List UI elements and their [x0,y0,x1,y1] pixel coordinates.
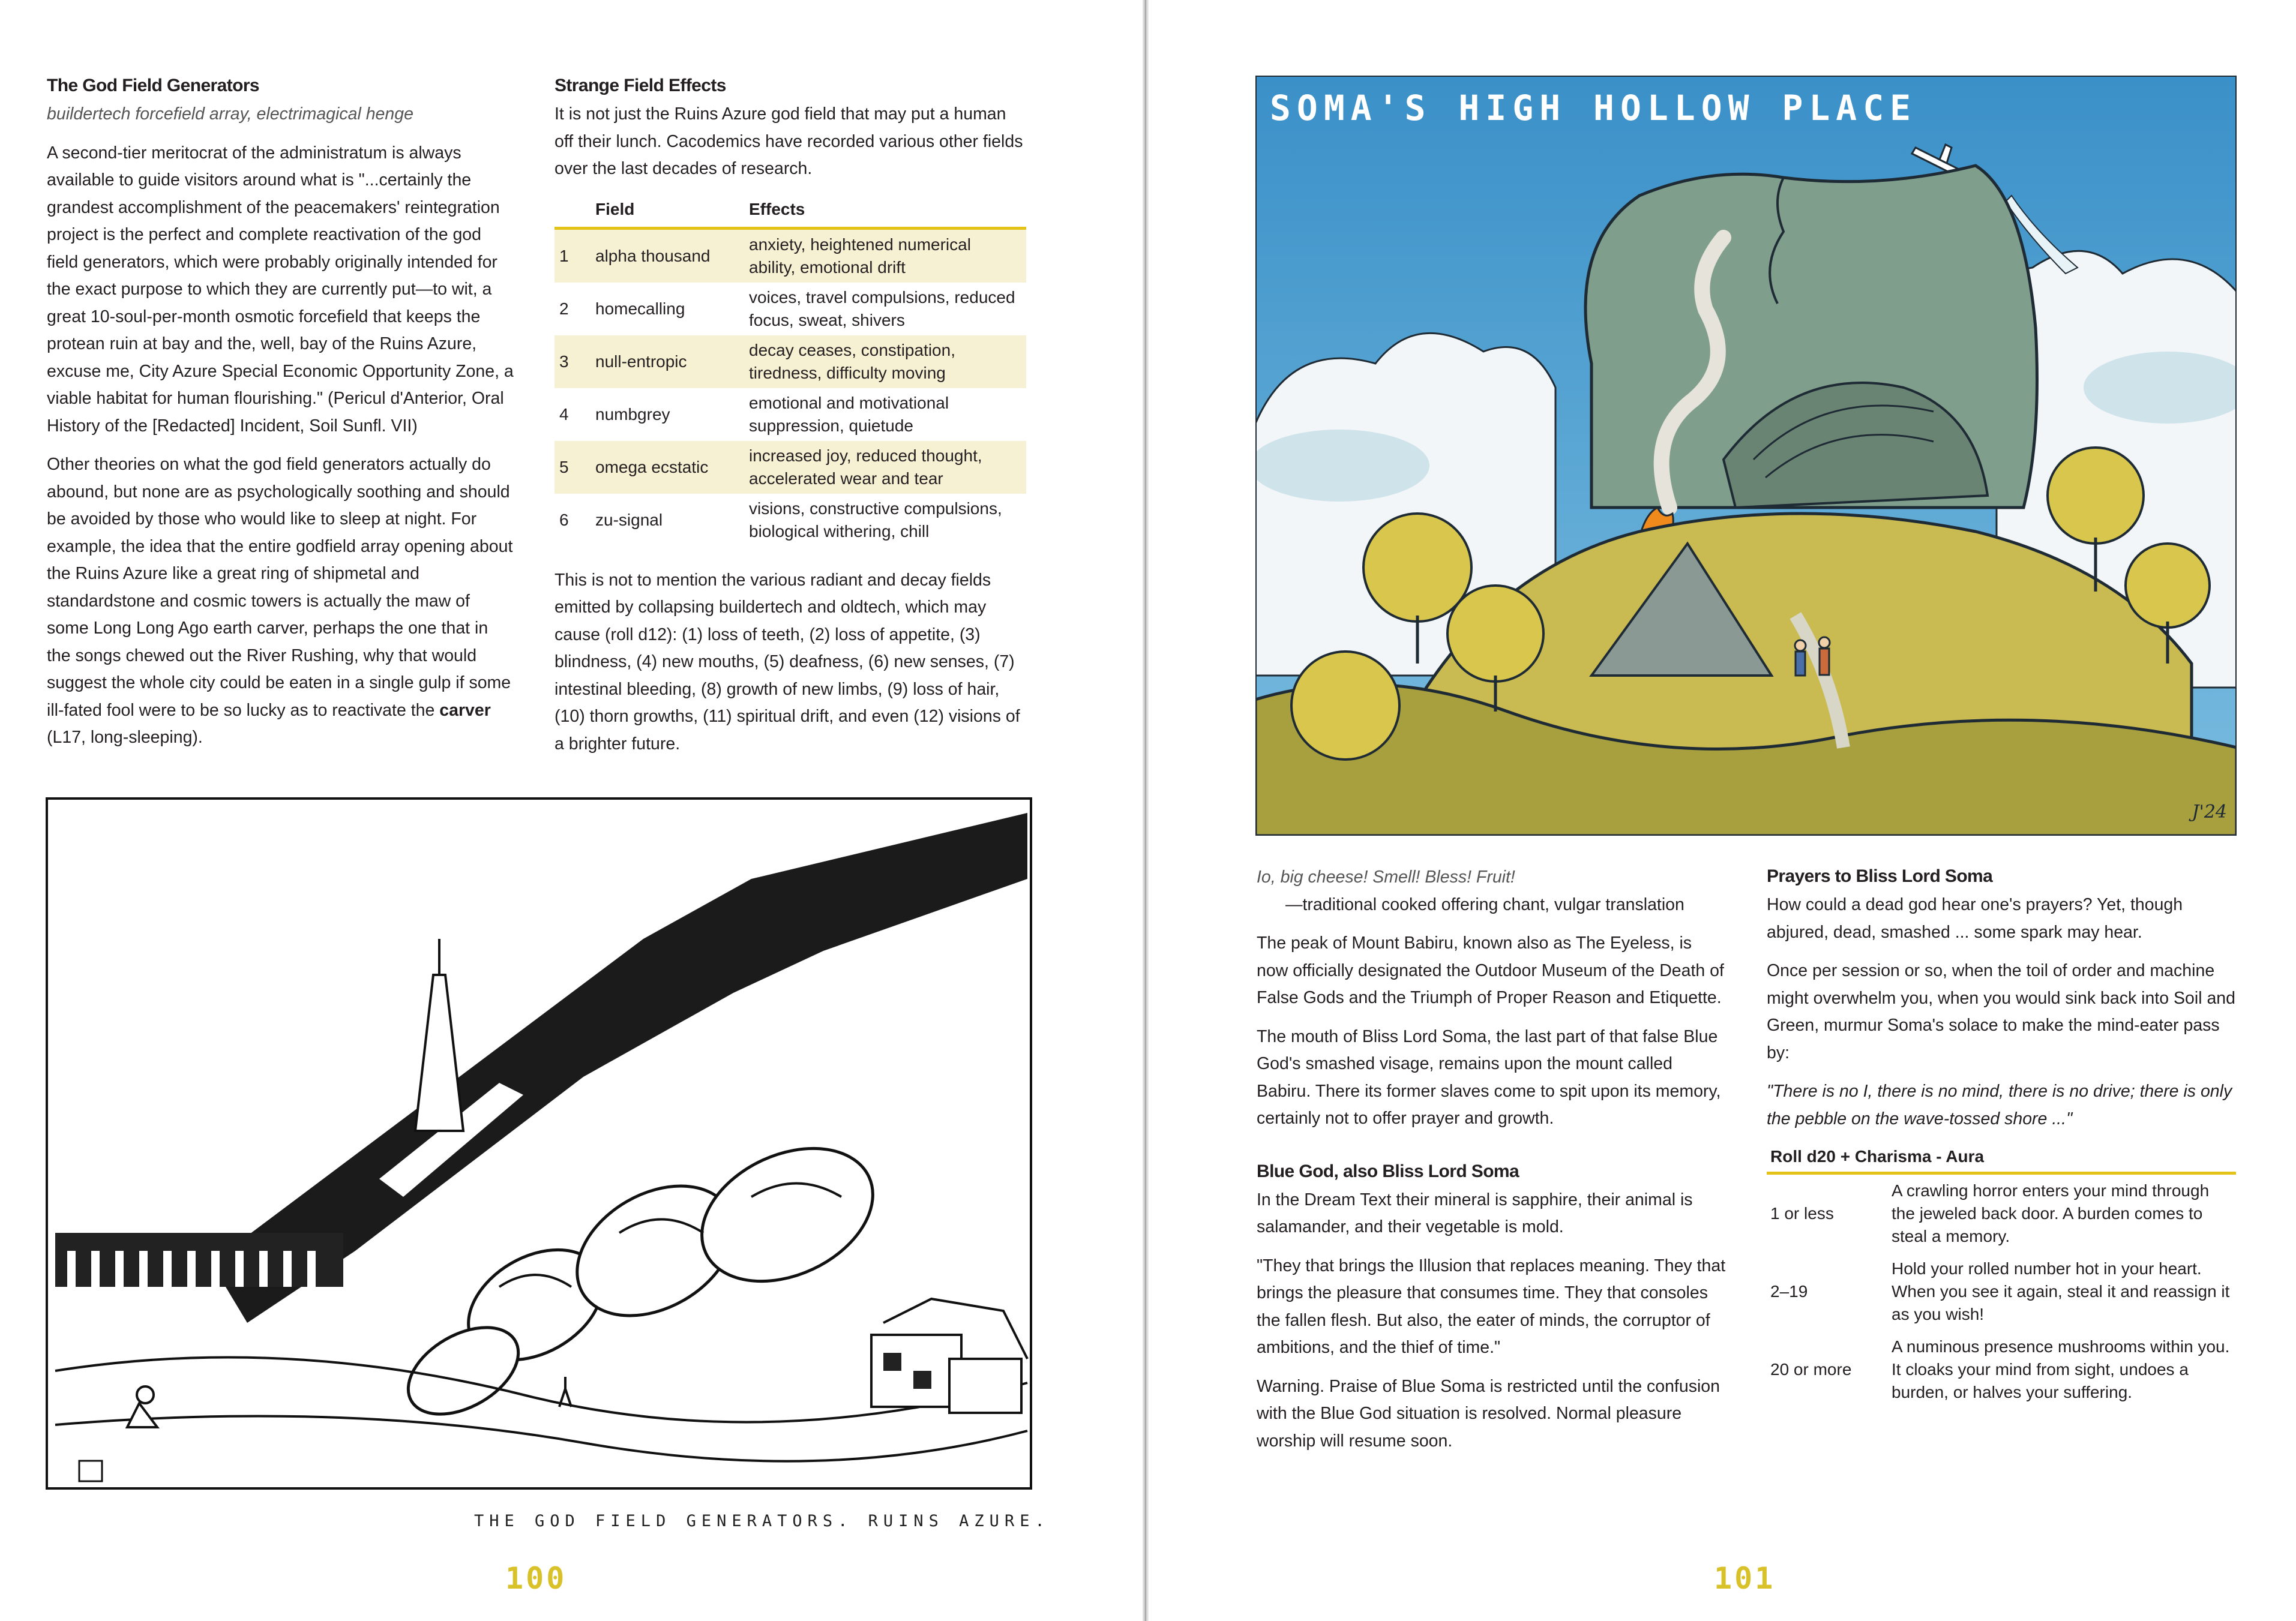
table-row [554,441,1026,494]
field-effects: increased joy, reduced thought, accelerated wear and tear [744,441,1026,494]
blue-god-paragraph-1: In the Dream Text their mineral is sapphire, their animal is salamander, and their vegetable is mold. [1257,1190,1693,1236]
table-row [1767,1173,2236,1253]
field-effects: visions, constructive compulsions, biological withering, chill [749,499,1002,541]
strange-fields-heading: Strange Field Effects [554,76,726,95]
mount-babiru-paragraph-2: The mouth of Bliss Lord Soma, the last part of that false Blue God's smashed visage, remains upon the mount called Babiru. There its former slaves come to spit upon its memory, certainly not to offer prayer and growth. [1257,1026,1721,1128]
table-row [554,335,1026,388]
field-effects-table [554,194,1026,547]
roll-range: 20 or more [1770,1360,1852,1379]
field-effects: anxiety, heightened numerical ability, emotional drift [744,228,1026,283]
row-number: 3 [554,335,591,388]
strange-fields-outro: This is not to mention the various radiant and decay fields emitted by collapsing buildertech and oldtech, which may cause (roll d12): (1) loss of teeth, (2) loss of appetite, (3) blindness, (4) new mouths, (5) deafness, (6) new senses, (7) intestinal bleeding, (8) growth of new limbs, (9) loss of hair, (10) thorn growths, (11) spiritual drift, and even (12) visions of a brighter future. [554,570,1020,754]
table-row [554,283,1026,335]
roll-result: A crawling horror enters your mind through the jeweled back door. A burden comes to steal a memory. [1892,1181,2210,1245]
prayer-quote: "There is no I, there is no mind, there is no drive; there is only the pebble on the wave-tossed shore ..." [1767,1082,2232,1128]
god-field-subtitle: buildertech forcefield array, electrimagical henge [47,104,413,124]
god-field-section [47,73,515,763]
roll-range: 1 or less [1770,1204,1834,1223]
roll-header: Roll d20 + Charisma - Aura [1767,1144,2236,1173]
roll-range: 2–19 [1770,1282,1808,1301]
row-number: 1 [554,228,591,283]
prayer-roll-table [1767,1144,2236,1409]
god-field-paragraph-2: Other theories on what the god field generators actually do abound, but none are as psychologically soothing and should be avoided by those who would like to sleep at night. For example, the idea that the entire godfield array opening about the Ruins Azure like a great ring of shipmetal and standardstone and cosmic towers is actually the maw of some Long Long Ago earth carver, perhaps the one that in the songs chewed out the River Rushing, why that would suggest the whole city could be eaten in a single gulp if some ill-fated fool were to be so lucky as to reactivate the carver (L17, long-sleeping). [47,455,513,747]
chant-quote: Io, big cheese! Smell! Bless! Fruit! [1257,867,1515,887]
row-number: 4 [559,404,569,424]
prayers-column [1767,864,2236,1409]
field-name: omega ecstatic [591,441,744,494]
chant-attribution: —traditional cooked offering chant, vulgar translation [1285,894,1684,914]
right-page [1149,0,2296,1621]
field-effects: decay ceases, constipation, tiredness, difficulty moving [744,335,1026,388]
roll-table-header-row [1767,1144,2236,1173]
field-effects: emotional and motivational suppression, quietude [749,393,949,435]
god-field-paragraph-1: A second-tier meritocrat of the administratum is always available to guide visitors around what is "...certainly the grandest accomplishment of the peacemakers' reintegration project is the perfect and complete reactivation of the god field generators, which were probably originally intended for the exact purpose to which they are currently put—to wit, a great 10-soul-per-month osmotic forcefield that keeps the protean ruin at bay and the, well, bay of the Ruins Azure, excuse me, City Azure Special Economic Opportunity Zone, a viable habitat for human flourishing." (Pericul d'Anterior, Oral History of the [Redacted] Incident, Soil Sunfl. VII) [47,143,514,436]
mount-babiru-paragraph-1: The peak of Mount Babiru, known also as The Eyeless, is now officially designated the Outdoor Museum of the Death of False Gods and the Triumph of Proper Reason and Etiquette. [1257,933,1724,1007]
blue-god-paragraph-2: "They that brings the Illusion that replaces meaning. They that brings the pleasure that consumes time. They that consoles the fallen flesh. But also, the eater of minds, the corruptor of ambitions, and the thief of time." [1257,1256,1726,1357]
field-column-header: Field [591,194,744,229]
illustration-title: SOMA'S HIGH HOLLOW PLACE [1270,88,1917,128]
somas-high-hollow-place-illustration [1255,76,2237,836]
row-number: 6 [559,510,569,529]
god-field-illustration-caption: THE GOD FIELD GENERATORS. RUINS AZURE. [474,1512,1050,1530]
blue-god-heading: Blue God, also Bliss Lord Soma [1257,1161,1519,1181]
table-row [554,494,1026,547]
page-number-101: 101 [1714,1561,1776,1596]
god-field-heading: The God Field Generators [47,76,259,95]
god-field-generators-illustration [43,795,1039,1494]
left-page [0,0,1143,1621]
table-row [554,388,1026,441]
roll-result: A numinous presence mushrooms within you. It cloaks your mind from sight, undoes a burden, or halves your suffering. [1892,1337,2230,1401]
effects-column-header: Effects [744,194,1026,229]
prayers-paragraph-2: Once per session or so, when the toil of order and machine might overwhelm you, when you would sink back into Soil and Green, murmur Soma's solace to make the mind-eater pass by: [1767,961,2235,1062]
blue-god-paragraph-3: Warning. Praise of Blue Soma is restricted until the confusion with the Blue God situation is resolved. Normal pleasure worship will resume soon. [1257,1376,1720,1451]
field-name: numbgrey [595,404,670,424]
field-name: null-entropic [591,335,744,388]
table-row [1767,1331,2236,1409]
field-table-header-row [554,194,1026,229]
table-row [554,228,1026,283]
row-number: 2 [559,299,569,318]
field-name: zu-signal [595,510,663,529]
field-name: alpha thousand [591,228,744,283]
prayers-heading: Prayers to Bliss Lord Soma [1767,866,1993,886]
roll-result: Hold your rolled number hot in your heart. When you see it again, steal it and reassign it as you wish! [1892,1259,2230,1323]
field-name: homecalling [595,299,685,318]
strange-fields-section [554,73,1026,769]
row-number: 5 [554,441,591,494]
field-effects: voices, travel compulsions, reduced focus, sweat, shivers [749,287,1015,329]
strange-fields-intro: It is not just the Ruins Azure god field that may put a human off their lunch. Cacodemics have recorded various other fields over the last decades of research. [554,104,1023,178]
prayers-paragraph-1: How could a dead god hear one's prayers? Yet, though abjured, dead, smashed ... some spark may hear. [1767,895,2183,942]
carver-term: carver [439,700,491,720]
artist-signature: J'24 [2192,802,2227,822]
table-row [1767,1253,2236,1331]
mount-babiru-column [1257,864,1726,1466]
page-number-100: 100 [505,1561,567,1596]
